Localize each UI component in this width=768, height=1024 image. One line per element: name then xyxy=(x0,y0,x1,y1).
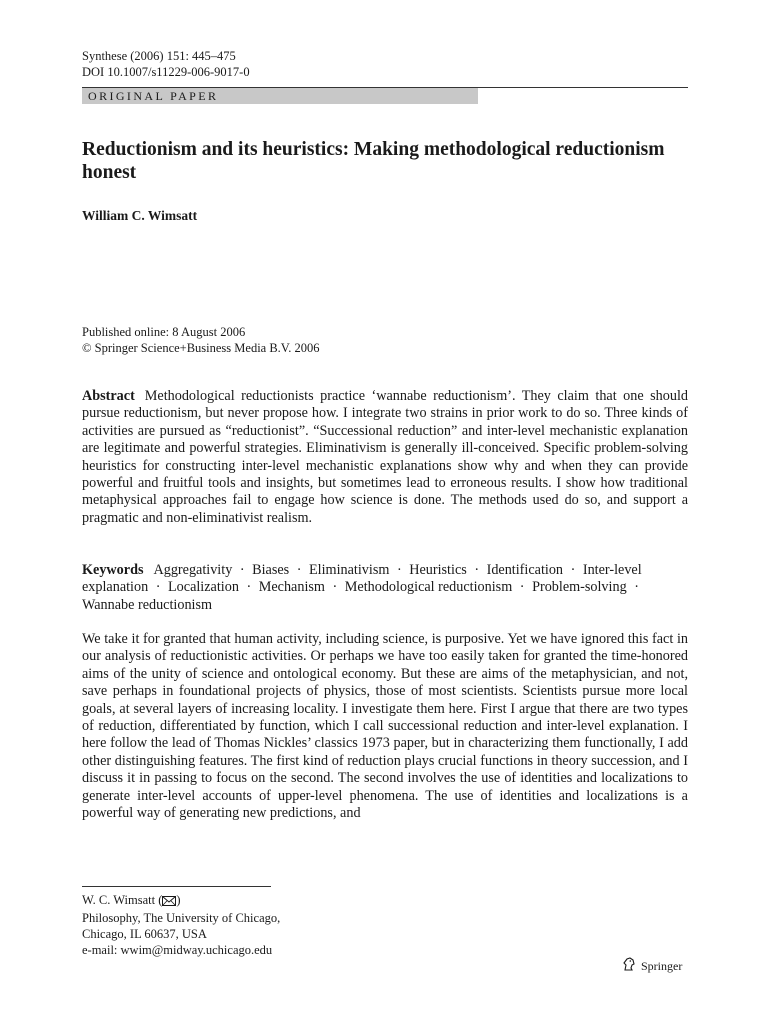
keyword-separator: · xyxy=(519,579,525,596)
envelope-icon xyxy=(162,894,176,910)
keyword-separator: · xyxy=(296,562,302,578)
abstract xyxy=(82,388,688,527)
body-paragraph: We take it for granted that human activity, including science, is purposive. Yet we have ignored this fact in our analysis of reductionistic activities. Or perhaps we have too easily taken for granted the time-honored aims of the unity of science and ontological economy. But these are aims of the metaphysician, and not, save perhaps in foundational projects of physics, those of most scientists. Scientists pursue more local goals, at several layers of increasing locality. I investigate them here. First I argue that there are two types of reduction, differentiated by function, which I call successional reduction and inter-level explanation. I here follow the lead of Thomas Nickles’ classics 1973 paper, but in characterizing them functionally, I add other distinguishing features. The first kind of reduction plays crucial functions in theory succession, and I discuss it in passing to focus on the second. The second involves the use of identities and localizations to generate inter-level accounts of upper-level phenomena. The use of identities and localizations is a powerful way of generating new predictions, and xyxy=(82,631,688,822)
journal-header xyxy=(82,48,250,80)
footnote-name-line xyxy=(82,892,280,910)
keyword-separator: · xyxy=(474,562,480,578)
springer-knight-icon xyxy=(621,956,637,976)
author-name: William C. Wimsatt xyxy=(82,208,198,223)
publication-info xyxy=(82,324,319,356)
keyword-separator: · xyxy=(634,579,639,596)
keywords xyxy=(82,562,688,614)
author-footnote xyxy=(82,892,280,958)
footnote-name: W. C. Wimsatt ( xyxy=(82,893,163,907)
keyword: Methodological reductionism xyxy=(344,579,513,596)
keyword: Localization xyxy=(168,579,239,596)
keyword: Identification xyxy=(486,562,564,578)
copyright: © Springer Science+Business Media B.V. 2006 xyxy=(82,341,320,355)
keyword: Eliminativism xyxy=(309,562,390,578)
abstract-text: Methodological reductionists practice ‘wannabe reductionism’. They claim that one should pursue reductionism, but never propose how. I integrate two strains in prior work to do so. Three kinds of activities are pursued as “reductionist”. “Successional reduction” and inter-level mechanistic explanation are legitimate and powerful strategies. Eliminativism is generally ill-conceived. Specific problem-solving heuristics for constructing inter-level mechanistic explanations show why and when they can provide powerful and fruitful tools and insights, but sometimes lead to erroneous results. I show how traditional metaphysical approaches fail to engage how science is done. The methods used do so, and support a pragmatic and non-eliminativist realism. xyxy=(82,388,688,526)
keyword: Problem-solving xyxy=(532,579,627,596)
keyword-separator: · xyxy=(570,562,576,578)
keyword-separator: · xyxy=(332,579,338,596)
footnote-name-close: ) xyxy=(176,893,181,907)
abstract-label: Abstract xyxy=(82,388,135,404)
keyword-separator: · xyxy=(239,562,245,578)
publisher-name: Springer xyxy=(641,958,683,973)
paper-title: Reductionism and its heuristics: Making methodological reductionism honest xyxy=(82,139,665,183)
doi: DOI 10.1007/s11229-006-9017-0 xyxy=(82,65,250,79)
keyword: Wannabe reductionism xyxy=(82,596,213,613)
keyword: Mechanism xyxy=(258,579,325,596)
keywords-list xyxy=(82,562,643,613)
footnote-address: Chicago, IL 60637, USA xyxy=(82,927,207,941)
keyword: Heuristics xyxy=(409,562,467,578)
keyword: Inter-level explanation xyxy=(82,562,642,596)
keyword-separator: · xyxy=(246,579,252,596)
keyword-separator: · xyxy=(155,579,161,596)
published-online: Published online: 8 August 2006 xyxy=(82,325,246,339)
keyword-separator: · xyxy=(396,562,402,578)
keyword: Biases xyxy=(252,562,290,578)
footnote-email: e-mail: wwim@midway.uchicago.edu xyxy=(82,943,273,957)
footnote-affiliation: Philosophy, The University of Chicago, xyxy=(82,911,281,925)
keyword: Aggregativity xyxy=(153,562,233,578)
journal-citation: Synthese (2006) 151: 445–475 xyxy=(82,49,236,63)
footnote-rule xyxy=(82,886,271,887)
publisher-logo xyxy=(621,956,682,976)
keywords-label: Keywords xyxy=(82,562,144,578)
paper-type-banner: ORIGINAL PAPER xyxy=(82,88,478,104)
